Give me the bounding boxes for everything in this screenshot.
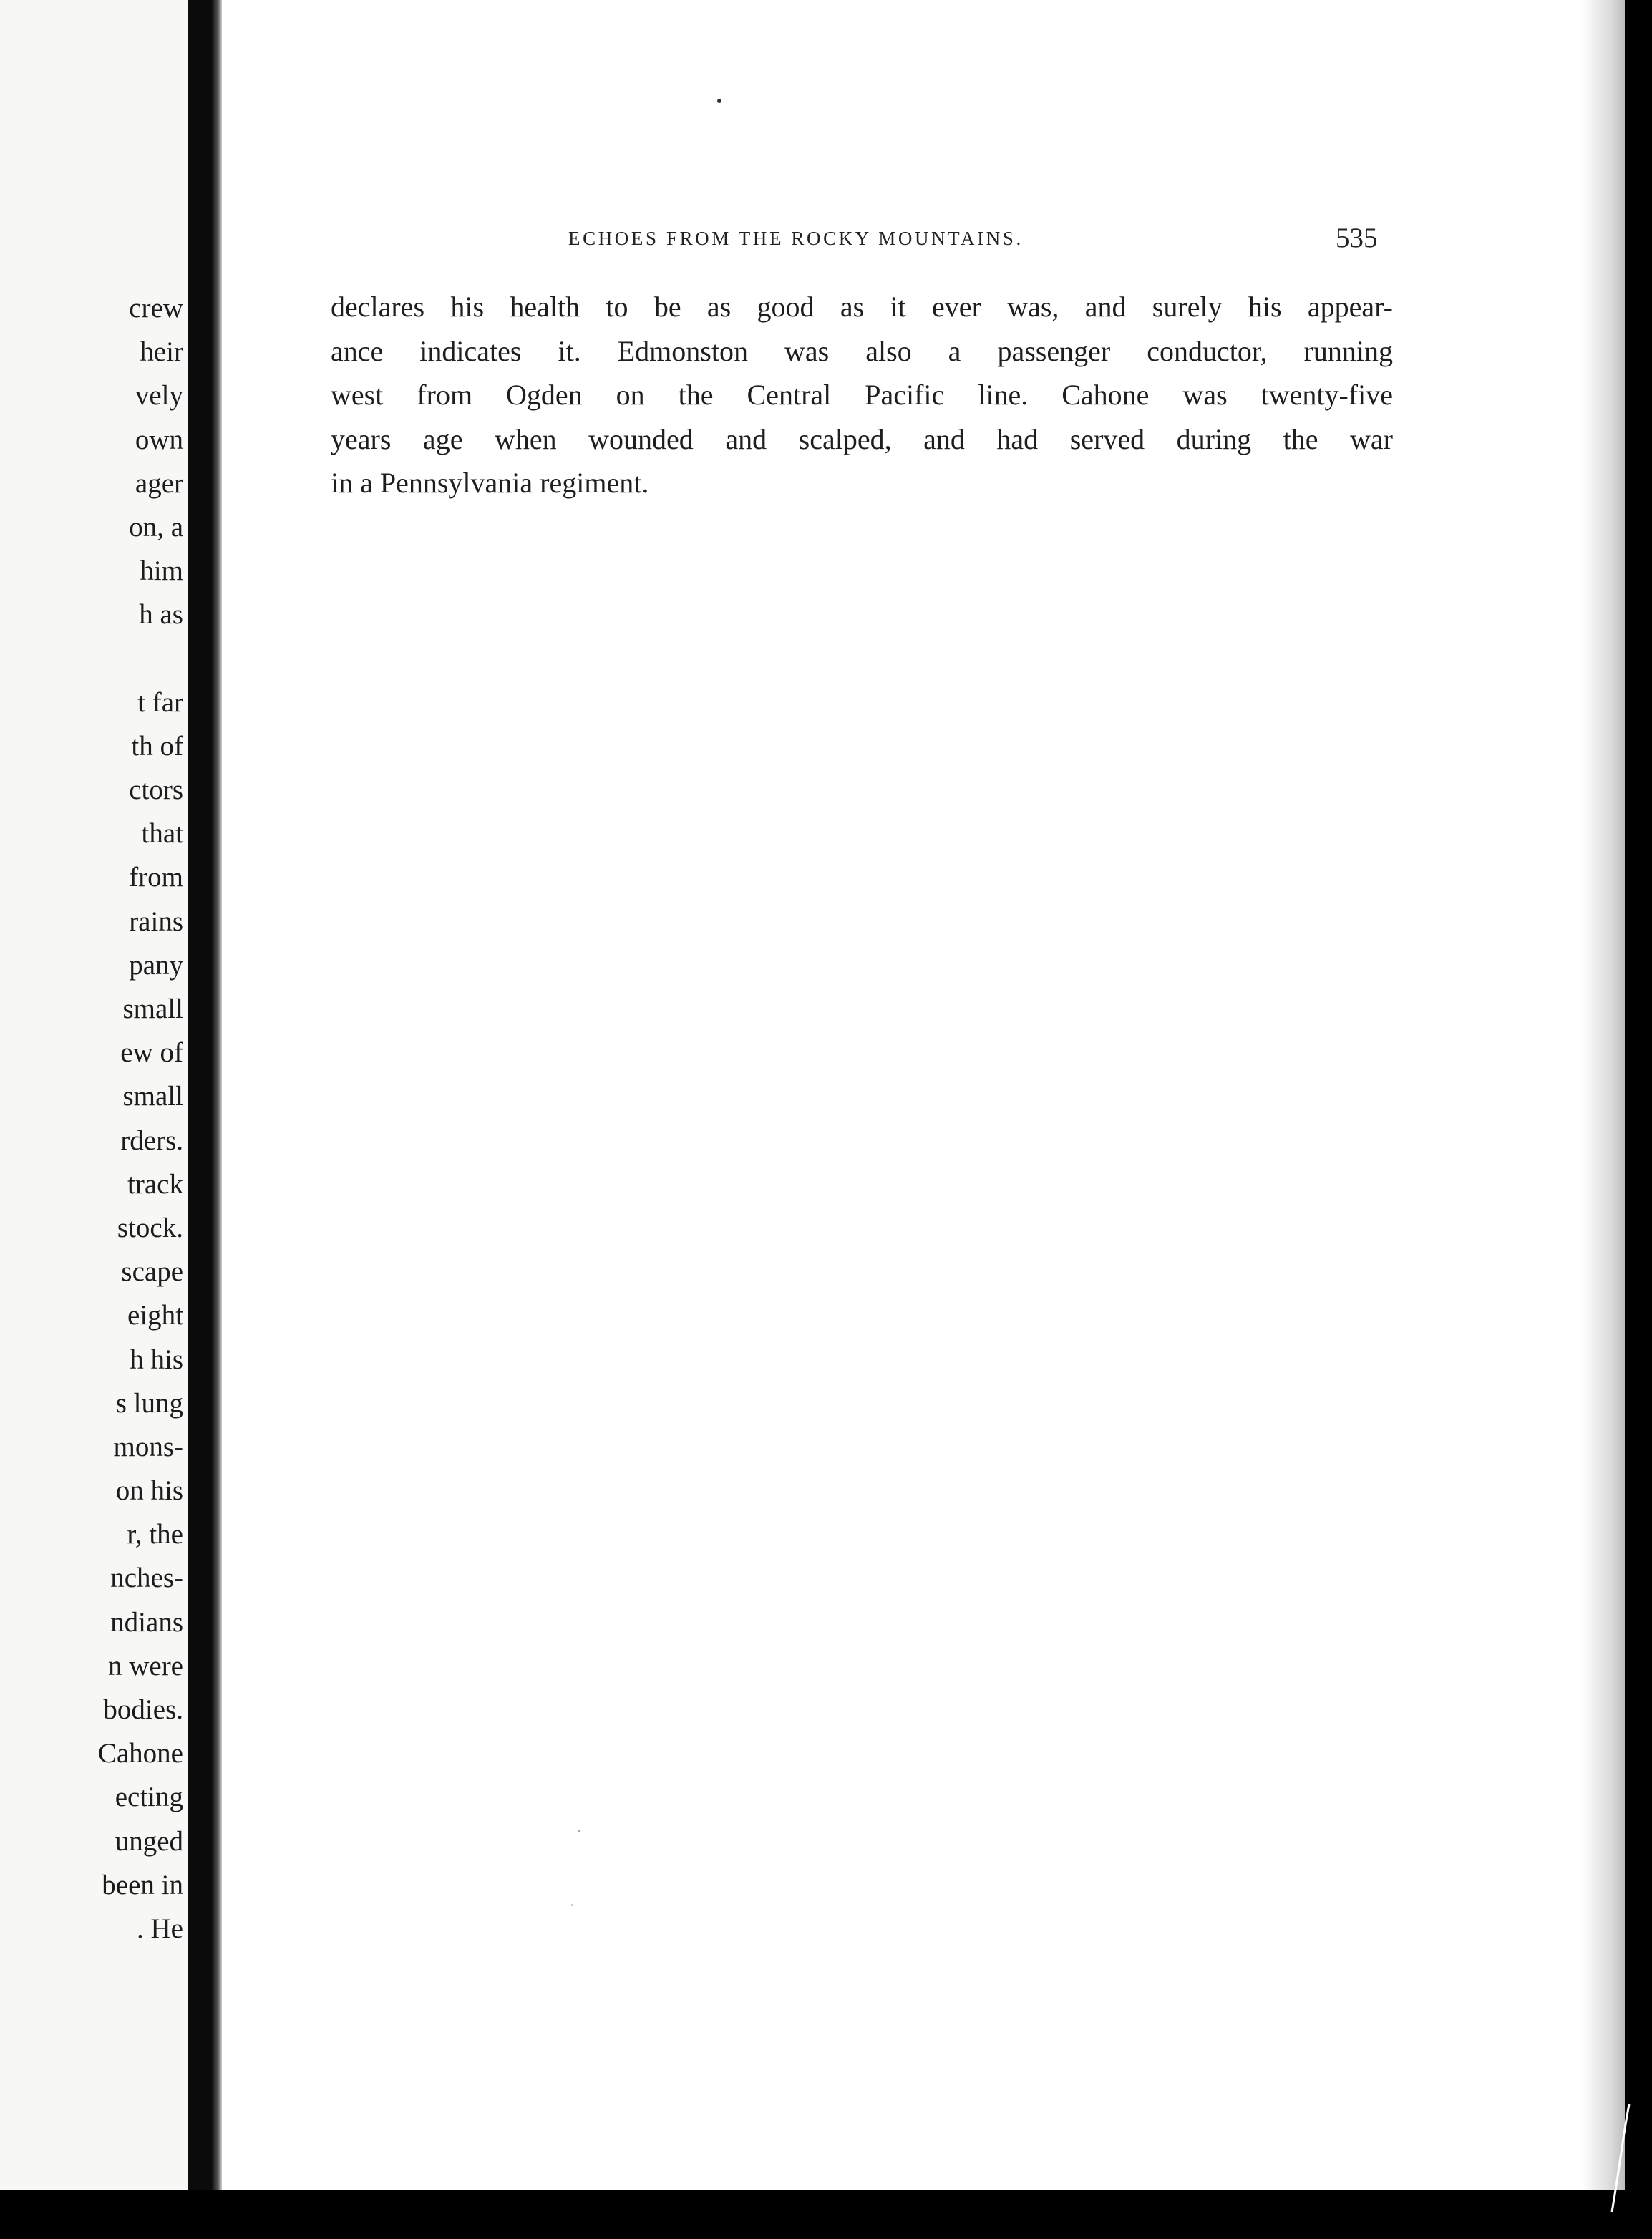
left-text-line: Cahone (97, 1738, 183, 1769)
left-text-line: own (135, 424, 183, 455)
left-text-line: bodies. (103, 1694, 183, 1725)
left-text-line: heir (140, 336, 183, 368)
scan-border-right (1625, 0, 1652, 2239)
left-page (0, 0, 188, 2190)
running-head (222, 222, 1625, 265)
left-text-line: ecting (115, 1782, 183, 1813)
left-text-line: ew of (120, 1037, 183, 1069)
left-text-line: crew (129, 293, 183, 324)
left-text-line: h his (130, 1344, 183, 1375)
left-text-line: rders. (120, 1125, 183, 1156)
left-text-line: pany (129, 949, 183, 981)
left-text-line: r, the (127, 1519, 183, 1550)
left-text-line: him (140, 555, 183, 587)
left-text-line: small (122, 1081, 183, 1112)
left-text-line: on his (115, 1475, 183, 1507)
left-text-line: . He (137, 1913, 183, 1944)
left-text-line (4, 637, 183, 681)
text-line: ance indicates it. Edmonston was also a passenger conductor, running (331, 334, 1393, 367)
right-page (222, 0, 1625, 2190)
left-text-line: unged (115, 1825, 183, 1857)
text-line: declares his health to be as good as it ever was, and surely his appear- (331, 291, 1393, 323)
page-number: 535 (1336, 223, 1378, 253)
left-text-line: nches- (110, 1563, 183, 1594)
left-text-line: h as (139, 599, 183, 631)
scan-speck (578, 1830, 580, 1832)
left-text-line: track (127, 1168, 183, 1200)
running-title: ECHOES FROM THE ROCKY MOUNTAINS. (568, 228, 1024, 249)
scan-speck (571, 1904, 573, 1906)
page-curl (1608, 2104, 1636, 2219)
left-text-line: mons- (113, 1431, 183, 1462)
left-text-line: small (122, 994, 183, 1024)
left-text-line: ndians (110, 1606, 183, 1638)
scan-speck (717, 99, 721, 103)
page-edge-shading (1582, 0, 1625, 2190)
text-line: west from Ogden on the Central Pacific line. Cahone was twenty-five (331, 379, 1393, 411)
body-text (331, 285, 1393, 505)
left-text-line: vely (135, 380, 183, 412)
left-text-line: n were (107, 1650, 183, 1681)
left-text-line: ctors (129, 774, 183, 806)
left-text-line: eight (127, 1300, 183, 1331)
text-line: in a Pennsylvania regiment. (331, 467, 649, 499)
left-text-line: rains (129, 905, 183, 937)
left-page-text (4, 286, 183, 1951)
left-text-line: on, a (129, 511, 183, 543)
page-edge-shadow (212, 0, 222, 2190)
left-text-line: from (129, 862, 183, 893)
scan-border-bottom (0, 2190, 1652, 2239)
text-line: years age when wounded and scalped, and had served during the war (331, 422, 1393, 455)
left-text-line: s lung (115, 1387, 183, 1419)
left-text-line: ager (135, 467, 183, 499)
left-text-line: scape (121, 1256, 183, 1288)
left-text-line: t far (137, 686, 183, 718)
left-text-line: been in (102, 1869, 183, 1900)
left-text-line: th of (131, 730, 183, 762)
left-text-line: stock. (117, 1212, 183, 1243)
left-text-line: that (141, 818, 183, 850)
